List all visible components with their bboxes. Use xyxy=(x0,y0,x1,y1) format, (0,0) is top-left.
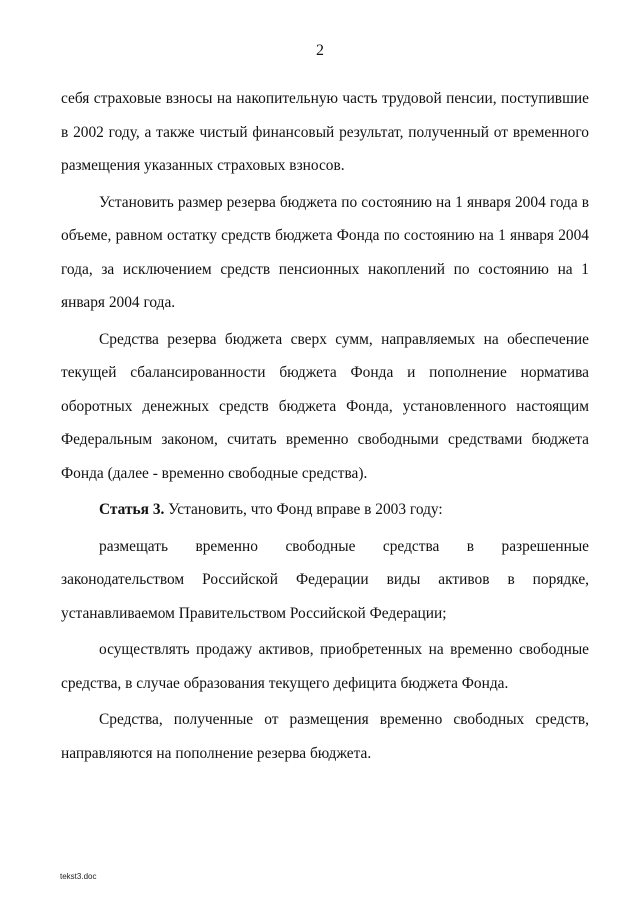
article-text: Установить, что Фонд вправе в 2003 году: xyxy=(164,501,443,518)
page-number: 2 xyxy=(316,42,324,59)
paragraph-reserve-funds: Средства резерва бюджета сверх сумм, направляемых на обеспечение текущей сбалансированности бюджета Фонда и пополнение норматива оборотных денежных средств бюджета Фонда, установленного настоящим Федеральным законом, считать временно свободными средствами бюджета Фонда (далее - временно свободные средства). xyxy=(61,330,589,482)
paragraph-placement: размещать временно свободные средства в разрешенные законодательством Российской Федерации виды активов в порядке, устанавливаемом Правительством Российской Федерации; xyxy=(61,537,589,622)
paragraph-proceeds: Средства, полученные от размещения временно свободных средств, направляются на пополнение резерва бюджета. xyxy=(61,711,589,762)
paragraph-reserve-size: Установить размер резерва бюджета по состоянию на 1 января 2004 года в объеме, равном остатку средств бюджета Фонда по состоянию на 1 января 2004 года, за исключением средств пенсионных накоплений по состоянию на 1 января 2004 года. xyxy=(61,193,589,311)
footer-filename: tekst3.doc xyxy=(60,872,97,881)
document-body xyxy=(61,82,589,770)
article-3-heading xyxy=(61,493,589,527)
article-label: Статья 3. xyxy=(99,501,165,518)
paragraph-sale: осуществлять продажу активов, приобретенных на временно свободные средства, в случае образования текущего дефицита бюджета Фонда. xyxy=(61,641,589,692)
paragraph-continuation: себя страховые взносы на накопительную часть трудовой пенсии, поступившие в 2002 году, а также чистый финансовый результат, полученный от временного размещения указанных страховых взносов. xyxy=(61,90,589,174)
